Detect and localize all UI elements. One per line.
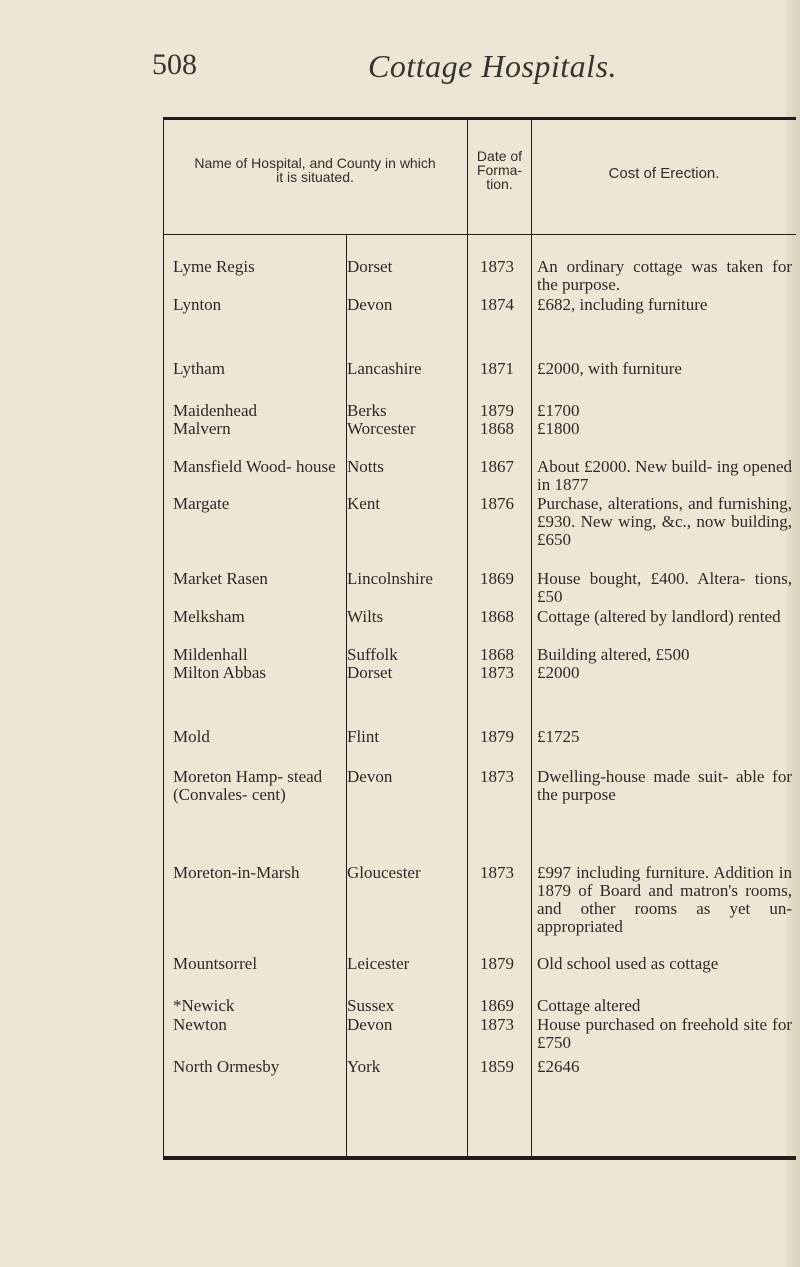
- row-county: Gloucester: [347, 863, 421, 882]
- row-county: Sussex: [347, 996, 395, 1015]
- row-year: 1871: [480, 359, 514, 378]
- row-county: Wilts: [347, 607, 384, 626]
- row-county: Devon: [347, 1015, 393, 1034]
- row-year: 1873: [480, 257, 514, 276]
- left-border: [163, 117, 164, 1160]
- row-name: *Newick: [173, 996, 235, 1015]
- row-cost: An ordinary cottage was taken for the purpose.: [537, 257, 792, 294]
- row-year: 1879: [480, 954, 514, 973]
- row-county: Leicester: [347, 954, 410, 973]
- row-cost: £1800: [537, 419, 580, 438]
- row-year: 1869: [480, 996, 514, 1015]
- row-name: North Ormesby: [173, 1057, 280, 1076]
- row-county: Dorset: [347, 257, 393, 276]
- row-name: Newton: [173, 1015, 227, 1034]
- row-county: Devon: [347, 295, 393, 314]
- row-county: Berks: [347, 401, 387, 420]
- row-year: 1868: [480, 645, 514, 664]
- row-year: 1869: [480, 569, 514, 588]
- row-year: 1873: [480, 863, 514, 882]
- row-cost: Old school used as cottage: [537, 954, 719, 973]
- row-county: Lancashire: [347, 359, 422, 378]
- row-county: Notts: [347, 457, 384, 476]
- row-name: Maidenhead: [173, 401, 258, 420]
- row-year: 1859: [480, 1057, 514, 1076]
- row-name: Melksham: [173, 607, 245, 626]
- row-cost: Building altered, £500: [537, 645, 690, 664]
- row-name: Mountsorrel: [173, 954, 258, 973]
- row-county: Suffolk: [347, 645, 398, 664]
- row-year: 1879: [480, 401, 514, 420]
- row-year: 1868: [480, 419, 514, 438]
- column-header-date: Date of Forma- tion.: [476, 148, 523, 192]
- top-rule: [163, 117, 796, 120]
- row-year: 1873: [480, 1015, 514, 1034]
- row-cost: About £2000. New build- ing opened in 1877: [537, 457, 792, 494]
- row-county: Lincolnshire: [347, 569, 433, 588]
- page-header: [0, 48, 800, 94]
- row-name: Mansfield Wood- house: [173, 457, 336, 476]
- running-title: Cottage Hospitals.: [368, 48, 618, 84]
- row-year: 1879: [480, 727, 514, 746]
- row-name: Mildenhall: [173, 645, 248, 664]
- row-county: Devon: [347, 767, 393, 786]
- row-name: Market Rasen: [173, 569, 268, 588]
- column-divider-cost: [531, 117, 532, 1160]
- row-cost: Cottage (altered by landlord) rented: [537, 607, 781, 626]
- row-year: 1867: [480, 457, 514, 476]
- row-county: Dorset: [347, 663, 393, 682]
- row-cost: Purchase, alterations, and furnishing, £930. New wing, &c., now building, £650: [537, 494, 792, 549]
- row-cost: £2646: [537, 1057, 580, 1076]
- row-year: 1874: [480, 295, 514, 314]
- row-county: Kent: [347, 494, 381, 513]
- row-county: Worcester: [347, 419, 416, 438]
- row-year: 1873: [480, 767, 514, 786]
- row-cost: House bought, £400. Altera- tions, £50: [537, 569, 792, 606]
- bottom-rule: [163, 1156, 796, 1160]
- row-name: Lynton: [173, 295, 222, 314]
- row-cost: £682, including furniture: [537, 295, 708, 314]
- column-header-name: Name of Hospital, and County in which it is situated.: [194, 155, 436, 185]
- row-cost: £2000, with furniture: [537, 359, 682, 378]
- row-name: Moreton-in-Marsh: [173, 863, 300, 882]
- row-name: Mold: [173, 727, 210, 746]
- row-name: Lyme Regis: [173, 257, 255, 276]
- row-year: 1876: [480, 494, 514, 513]
- hospital-table: [163, 117, 796, 1160]
- row-cost: Cottage altered: [537, 996, 641, 1015]
- row-name: Milton Abbas: [173, 663, 267, 682]
- row-name: Margate: [173, 494, 230, 513]
- row-county: York: [347, 1057, 381, 1076]
- row-cost: £1725: [537, 727, 580, 746]
- header-rule: [163, 234, 796, 235]
- row-cost: £2000: [537, 663, 580, 682]
- row-cost: £1700: [537, 401, 580, 420]
- row-year: 1873: [480, 663, 514, 682]
- row-name: Moreton Hamp- stead (Convales- cent): [173, 767, 323, 804]
- row-name: Malvern: [173, 419, 231, 438]
- row-name: Lytham: [173, 359, 225, 378]
- row-cost: Dwelling-house made suit- able for the purpose: [537, 767, 792, 804]
- row-year: 1868: [480, 607, 514, 626]
- page-number: 508: [152, 48, 197, 81]
- column-header-cost: Cost of Erection.: [608, 165, 720, 182]
- row-cost: £997 including furniture. Addition in 1879 of Board and matron's rooms, and other rooms as yet un- appropriated: [537, 863, 792, 936]
- row-cost: House purchased on freehold site for £750: [537, 1015, 792, 1052]
- row-county: Flint: [347, 727, 380, 746]
